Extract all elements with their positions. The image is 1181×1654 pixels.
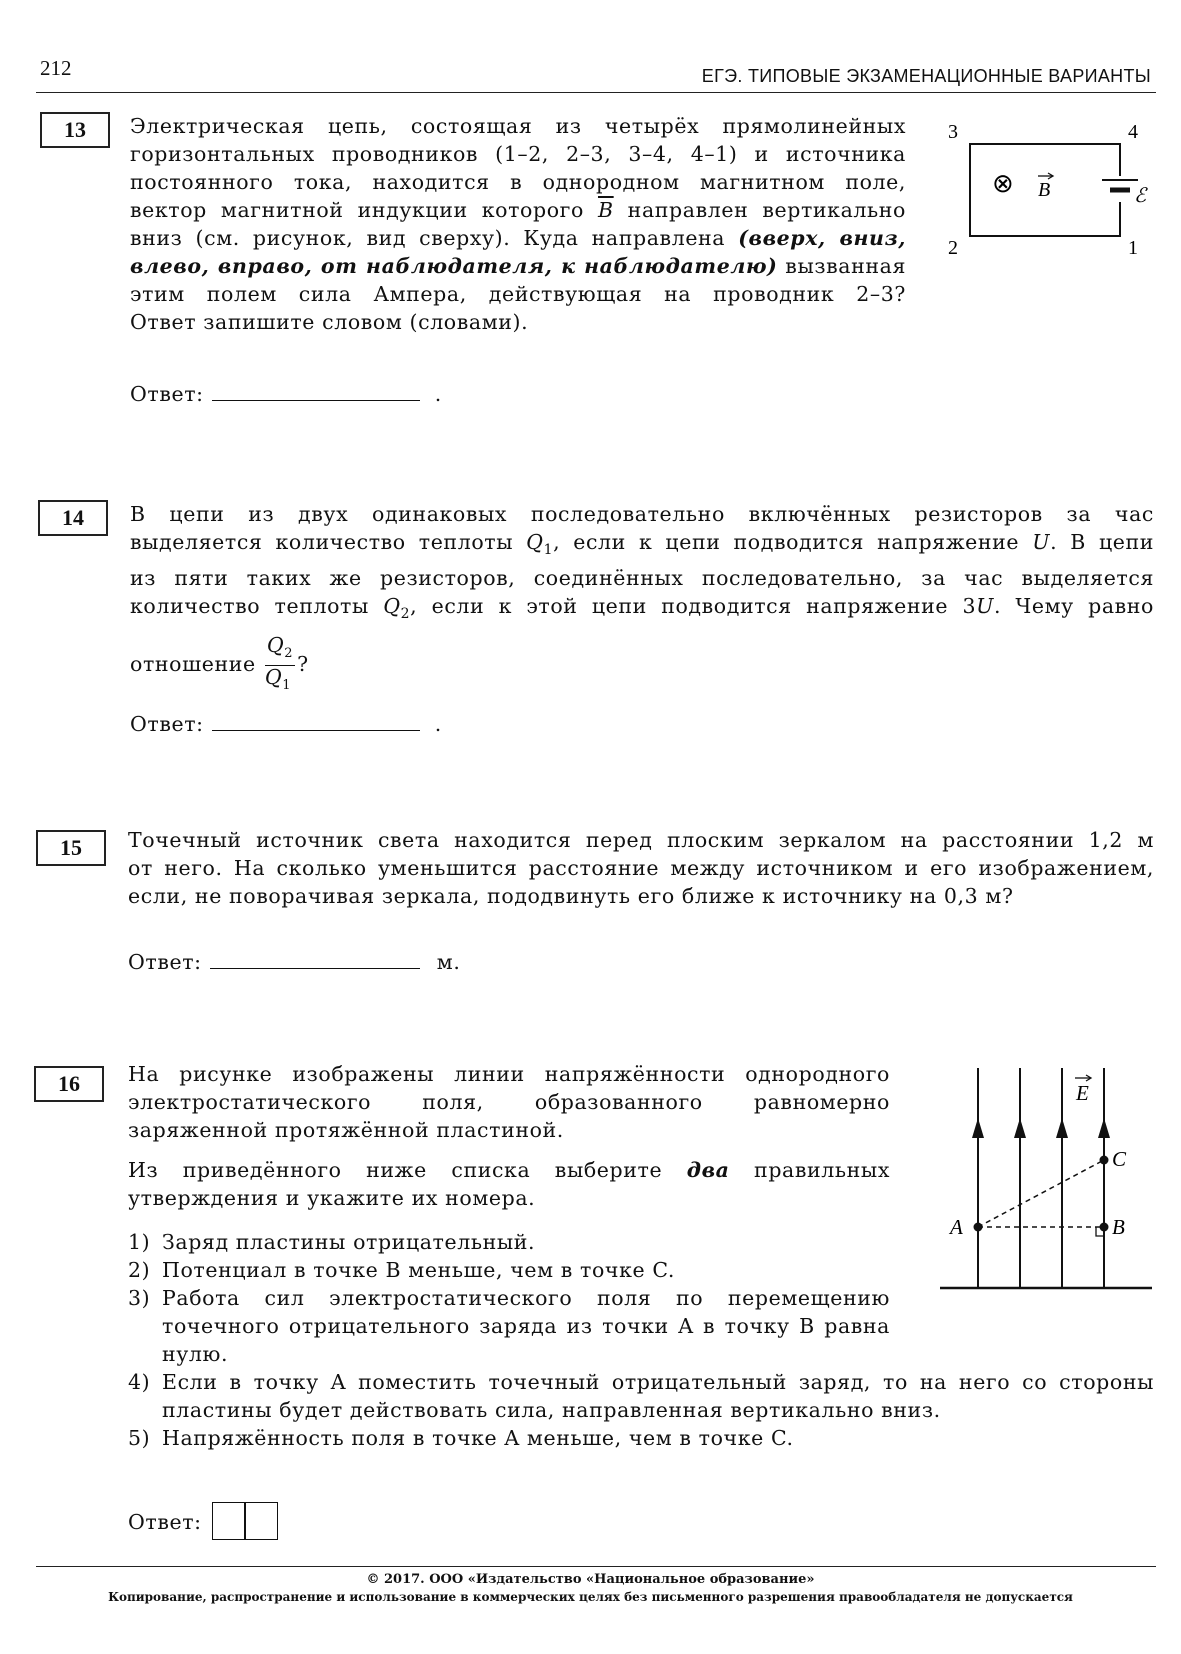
footer-notice: Копирование, распространение и использование в коммерческих целях без письменного разрешения правообладателя не допускается [108, 1590, 1073, 1604]
u-symbol-2: U [976, 594, 994, 619]
option-3 [128, 1284, 890, 1368]
option-1 [128, 1228, 890, 1256]
q1-subscript: 1 [543, 542, 554, 559]
q13-line-4a: вектор магнитной индукции которого [130, 198, 598, 222]
q14-line-1: В цепи из двух одинаковых последовательно включённых резисторов за час [130, 502, 1154, 526]
q14-line-5b: ? [297, 652, 309, 677]
question-13-text [130, 112, 906, 336]
answer-cells [212, 1502, 279, 1545]
q13-line-5b: (вверх, вниз, [738, 226, 906, 250]
q14-line-3: из пяти таких же резисторов, соединённых последовательно, за час выделяется [130, 566, 1154, 591]
answer-unit: м. [436, 950, 461, 974]
question-16-answer [128, 1502, 278, 1545]
question-16-number: 16 [34, 1066, 104, 1102]
footer-rule [36, 1566, 1156, 1567]
select-text-c: правильных [729, 1158, 890, 1182]
numerator-symbol: Q [266, 633, 285, 658]
answer-cell-2[interactable] [244, 1502, 278, 1540]
arrowhead-4 [1098, 1118, 1110, 1138]
option-3-text: Работа сил электростатического поля по перемещению точечного отрицательного заряда из точки A в точку B равна нулю. [162, 1286, 890, 1366]
q14-line-2b: , если к цепи подводится напряжение [553, 530, 1033, 554]
header-rule [36, 92, 1156, 93]
q13-line-7: этим полем сила Ампера, действующая на проводник 2–3? [130, 282, 906, 306]
emf-label: ℰ [1134, 183, 1147, 207]
point-b [1100, 1223, 1109, 1232]
q16-select-1 [128, 1156, 890, 1184]
answer-suffix: . [434, 712, 442, 736]
question-13-number: 13 [40, 112, 110, 148]
q13-line-6a: влево, вправо, от наблюдателя, к наблюдателю) [130, 254, 778, 278]
option-4-text: Если в точку A поместить точечный отрицательный заряд, то на него со стороны пластины будет действовать сила, направленная вертикально вниз. [162, 1370, 1154, 1422]
q13-line-2: горизонтальных проводников (1–2, 2–3, 3–4, 4–1) и источника [130, 142, 906, 166]
answer-blank[interactable] [212, 712, 420, 731]
q14-line-2 [130, 528, 1154, 564]
question-14-text [130, 500, 1154, 697]
label-e: E [1076, 1081, 1089, 1105]
answer-label: Ответ: [130, 712, 204, 736]
option-5-text: Напряжённость поля в точке A меньше, чем в точке C. [162, 1426, 794, 1450]
option-2-number: 2) [128, 1258, 151, 1282]
node-2-label: 2 [948, 237, 958, 259]
option-1-text: Заряд пластины отрицательный. [162, 1230, 536, 1254]
q14-line-4b: , если к этой цепи подводится напряжение 3 [410, 594, 977, 619]
q13-line-4 [130, 196, 906, 224]
segment-ac [978, 1160, 1104, 1227]
select-count: два [686, 1158, 730, 1182]
q16-intro-3: заряженной протяжённой пластиной. [128, 1118, 564, 1142]
field-arrowheads [972, 1118, 1110, 1138]
answer-cell-1[interactable] [212, 1502, 246, 1540]
question-13-answer [130, 382, 442, 406]
q14-line-2a: выделяется количество теплоты [130, 530, 527, 554]
question-15-text [128, 826, 1154, 910]
answer-label: Ответ: [130, 382, 204, 406]
answer-label: Ответ: [128, 1510, 202, 1534]
denominator-subscript: 1 [282, 678, 292, 694]
q13-line-1: Электрическая цепь, состоящая из четырёх прямолинейных [130, 114, 906, 138]
question-15-answer [128, 950, 460, 974]
option-4 [128, 1368, 1154, 1424]
q14-line-4 [130, 592, 1154, 628]
label-c: C [1112, 1147, 1127, 1171]
arrowhead-2 [1014, 1118, 1026, 1138]
answer-suffix: . [434, 382, 442, 406]
node-1-label: 1 [1128, 237, 1138, 259]
field-lines-diagram [930, 1060, 1160, 1300]
answer-label: Ответ: [128, 950, 202, 974]
q13-line-5 [130, 224, 906, 252]
option-2-text: Потенциал в точке B меньше, чем в точке C. [162, 1258, 675, 1282]
q13-line-6b: вызванная [777, 254, 906, 278]
option-2 [128, 1256, 890, 1284]
question-16-intro [128, 1060, 890, 1212]
q13-line-4b: направлен вертикально [613, 198, 906, 222]
question-14-number: 14 [38, 500, 108, 536]
running-title: ЕГЭ. ТИПОВЫЕ ЭКЗАМЕНАЦИОННЫЕ ВАРИАНТЫ [701, 66, 1151, 86]
q14-line-4a: количество теплоты [130, 594, 384, 619]
q13-line-5a: вниз (см. рисунок, вид сверху). Куда направлена [130, 226, 739, 250]
q13-line-8: Ответ запишите словом (словами). [130, 310, 529, 334]
point-c [1100, 1156, 1109, 1165]
fraction-numerator [265, 634, 295, 666]
u-symbol: U [1032, 530, 1051, 554]
q2-subscript: 2 [400, 606, 411, 623]
select-text-a: Из приведённого ниже списка выберите [128, 1158, 687, 1182]
into-page-icon: ⊗ [992, 169, 1014, 199]
b-vector-symbol: $\overline{B}$ [597, 198, 614, 222]
q14-line-5 [130, 634, 1154, 697]
question-14-answer [130, 712, 442, 736]
page-number: 212 [40, 56, 72, 80]
q16-select-2: утверждения и укажите их номера. [128, 1186, 536, 1210]
option-4-number: 4) [128, 1370, 151, 1394]
question-15-number: 15 [36, 830, 106, 866]
q13-line-6 [130, 252, 906, 280]
label-a: A [950, 1215, 963, 1239]
arrowhead-1 [972, 1118, 984, 1138]
node-4-label: 4 [1128, 121, 1138, 143]
q13-line-3: постоянного тока, находится в однородном магнитном поле, [130, 170, 906, 194]
q15-line-3: если, не поворачивая зеркала, пододвинуть его ближе к источнику на 0,3 м? [128, 884, 1014, 908]
option-1-number: 1) [128, 1230, 151, 1254]
fraction-denominator [265, 666, 295, 697]
q1-symbol: Q [526, 530, 544, 554]
q14-line-5a: отношение [130, 652, 263, 677]
numerator-subscript: 2 [284, 646, 294, 662]
answer-blank[interactable] [212, 382, 420, 401]
option-3-number: 3) [128, 1286, 151, 1310]
ratio-fraction [265, 634, 295, 697]
q15-line-2: от него. На сколько уменьшится расстояние между источником и его изображением, [128, 856, 1154, 880]
footer-copyright: © 2017. ООО «Издательство «Национальное образование» [366, 1572, 815, 1587]
b-field-label: B [1038, 179, 1051, 201]
denominator-symbol: Q [264, 665, 283, 690]
q16-intro-2: электростатического поля, образованного равномерно [128, 1090, 890, 1114]
answer-blank[interactable] [210, 950, 420, 969]
option-5-number: 5) [128, 1426, 151, 1450]
q14-line-4c: . Чему равно [993, 594, 1155, 619]
q16-intro-1: На рисунке изображены линии напряжённости однородного [128, 1062, 890, 1086]
q2-symbol: Q [383, 594, 401, 619]
arrowhead-3 [1056, 1118, 1068, 1138]
q14-line-2c: . В цепи [1050, 530, 1154, 554]
label-b: B [1112, 1215, 1125, 1239]
node-3-label: 3 [948, 121, 958, 143]
circuit-diagram [930, 116, 1150, 266]
point-a [974, 1223, 983, 1232]
q15-line-1: Точечный источник света находится перед плоским зеркалом на расстоянии 1,2 м [128, 828, 1154, 852]
option-5 [128, 1424, 1154, 1452]
